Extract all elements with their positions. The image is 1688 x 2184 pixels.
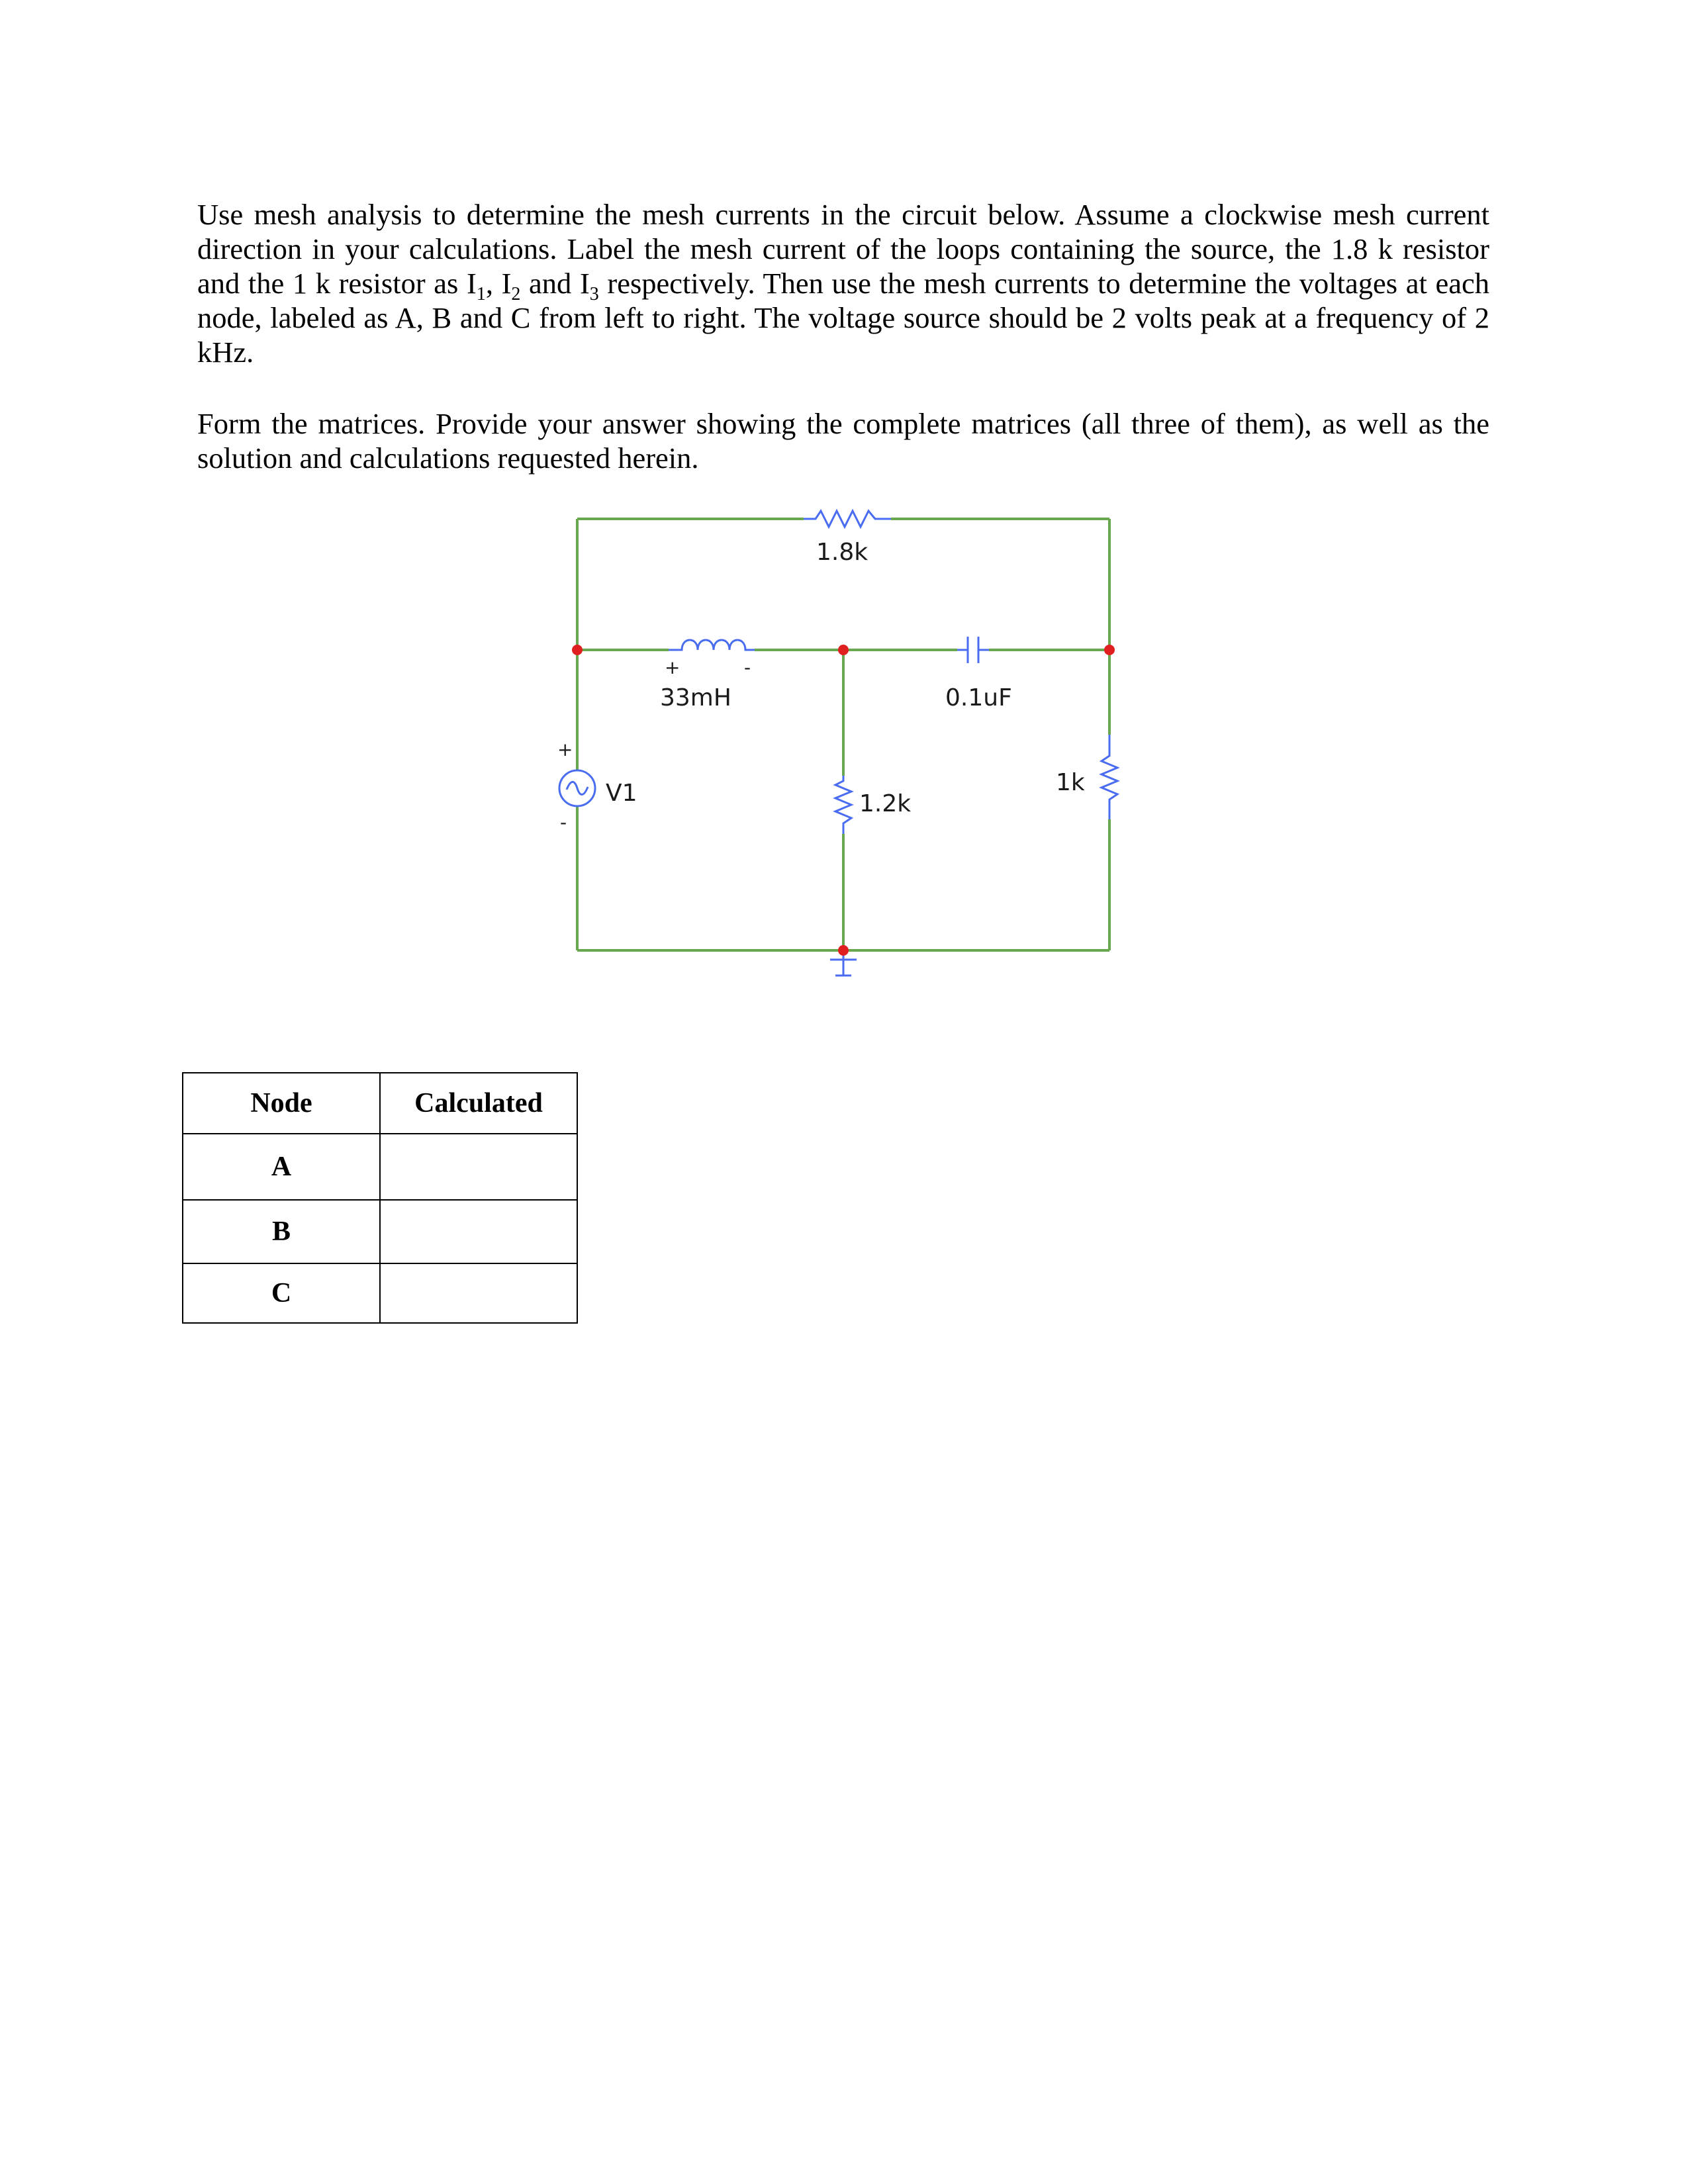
table-row (183, 1134, 577, 1200)
problem-text-part2: , I (485, 267, 512, 300)
source-plus: + (557, 739, 573, 760)
cell-node: A (183, 1134, 380, 1200)
cell-node: B (183, 1200, 380, 1263)
header-calculated: Calculated (380, 1073, 577, 1134)
node-b-dot (838, 645, 849, 655)
cell-node: C (183, 1263, 380, 1323)
label-r-1k: 1k (1056, 769, 1085, 796)
table-row (183, 1200, 577, 1263)
wires (577, 519, 1109, 950)
instructions: Form the matrices. Provide your answer showing the complete matrices (all three of them), as well as the solution and calculations requested herein. (197, 407, 1489, 475)
subscript-3: 3 (589, 283, 599, 304)
ground-node-dot (838, 945, 849, 956)
resistor-1-2k (835, 776, 851, 834)
sine-wave-icon (567, 782, 588, 794)
inductor-minus: - (744, 657, 751, 678)
resistor-1-8k (804, 511, 891, 527)
node-voltage-table (182, 1072, 578, 1324)
header-node: Node (183, 1073, 380, 1134)
problem-text-part4: respectively. Then use the mesh currents to determine the voltages at each node, labeled as A, B and C from left to right. The voltage source should be 2 volts peak at a frequency of 2 kHz. (197, 267, 1489, 369)
resistor-1k (1102, 735, 1117, 819)
label-r-1-2k: 1.2k (859, 790, 912, 817)
cell-calculated[interactable] (380, 1200, 577, 1263)
problem-text-part1: Use mesh analysis to determine the mesh currents in the circuit below. Assume a clockwise mesh current direction in your calculations. Label the mesh current of the loops containing the source, the 1.8 k resistor and the 1 k resistor as I (197, 198, 1489, 300)
label-capacitor: 0.1uF (945, 684, 1012, 711)
problem-text-part3: and I (520, 267, 590, 300)
inductor-plus: + (665, 657, 680, 678)
node-a-dot (572, 645, 583, 655)
subscript-2: 2 (511, 283, 521, 304)
cell-calculated[interactable] (380, 1263, 577, 1323)
source-minus: - (560, 811, 567, 833)
cell-calculated[interactable] (380, 1134, 577, 1200)
table-header-row (183, 1073, 577, 1134)
inductor-33mh (669, 640, 755, 650)
label-r-1-8k: 1.8k (816, 539, 868, 566)
components (559, 511, 1117, 976)
label-source: V1 (606, 780, 637, 807)
table-row (183, 1263, 577, 1323)
component-labels (557, 539, 1085, 833)
node-c-dot (1104, 645, 1115, 655)
subscript-1: 1 (476, 283, 486, 304)
label-inductor: 33mH (660, 684, 731, 711)
